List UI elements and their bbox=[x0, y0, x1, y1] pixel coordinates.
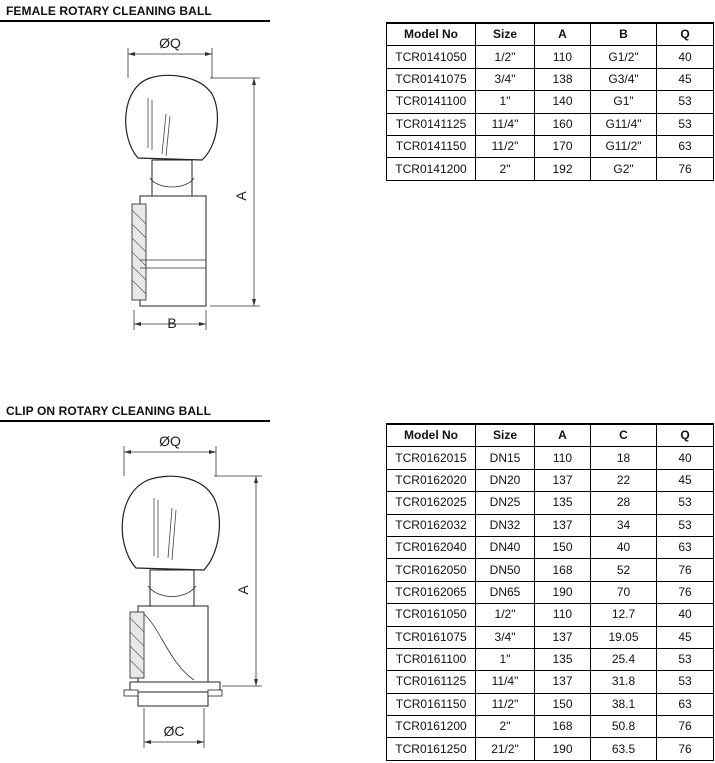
cell-model-no: TCR0162020 bbox=[387, 469, 476, 491]
cell-model-no: TCR0162015 bbox=[387, 447, 476, 469]
cell-size: 1/2" bbox=[476, 46, 535, 68]
cell-a: 135 bbox=[535, 648, 591, 670]
cell-c: 50.8 bbox=[591, 716, 657, 738]
cell-a: 110 bbox=[535, 447, 591, 469]
table-row bbox=[387, 113, 714, 135]
cell-c: 34 bbox=[591, 514, 657, 536]
cell-q: 40 bbox=[657, 604, 714, 626]
clip-spec-table bbox=[386, 423, 714, 761]
cell-q: 76 bbox=[657, 716, 714, 738]
table-row bbox=[387, 492, 714, 514]
cell-q: 76 bbox=[657, 581, 714, 603]
cell-model-no: TCR0141050 bbox=[387, 46, 476, 68]
cell-q: 53 bbox=[657, 514, 714, 536]
cell-q: 40 bbox=[657, 46, 714, 68]
cell-model-no: TCR0162025 bbox=[387, 492, 476, 514]
table-row bbox=[387, 447, 714, 469]
section-rule-female bbox=[0, 20, 270, 22]
cell-size: 21/2" bbox=[476, 738, 535, 760]
cell-c: 28 bbox=[591, 492, 657, 514]
cell-model-no: TCR0162040 bbox=[387, 536, 476, 558]
cell-b: G11/4" bbox=[591, 113, 657, 135]
cell-q: 40 bbox=[657, 447, 714, 469]
table-row bbox=[387, 91, 714, 113]
cell-model-no: TCR0162032 bbox=[387, 514, 476, 536]
cell-q: 45 bbox=[657, 469, 714, 491]
cell-q: 53 bbox=[657, 113, 714, 135]
cell-size: 1" bbox=[476, 91, 535, 113]
cell-a: 135 bbox=[535, 492, 591, 514]
cell-model-no: TCR0141100 bbox=[387, 91, 476, 113]
cell-a: 160 bbox=[535, 113, 591, 135]
cell-a: 168 bbox=[535, 716, 591, 738]
table-row bbox=[387, 716, 714, 738]
cell-size: 3/4" bbox=[476, 626, 535, 648]
cell-c: 31.8 bbox=[591, 671, 657, 693]
cell-a: 110 bbox=[535, 604, 591, 626]
table-row bbox=[387, 135, 714, 157]
cell-c: 38.1 bbox=[591, 693, 657, 715]
cell-size: 11/4" bbox=[476, 113, 535, 135]
cell-model-no: TCR0161075 bbox=[387, 626, 476, 648]
cell-a: 137 bbox=[535, 671, 591, 693]
cell-q: 63 bbox=[657, 693, 714, 715]
cell-b: G1/2" bbox=[591, 46, 657, 68]
cell-a: 140 bbox=[535, 91, 591, 113]
cell-q: 76 bbox=[657, 559, 714, 581]
table-row bbox=[387, 738, 714, 760]
female-spec-table bbox=[386, 22, 714, 181]
header-a: A bbox=[535, 23, 591, 46]
table-row bbox=[387, 469, 714, 491]
cell-model-no: TCR0161100 bbox=[387, 648, 476, 670]
cell-q: 53 bbox=[657, 671, 714, 693]
cell-q: 63 bbox=[657, 536, 714, 558]
cell-c: 63.5 bbox=[591, 738, 657, 760]
cell-size: 11/4" bbox=[476, 671, 535, 693]
cell-q: 53 bbox=[657, 91, 714, 113]
cell-q: 45 bbox=[657, 626, 714, 648]
header-model-no: Model No bbox=[387, 424, 476, 447]
female-dim-a: A bbox=[233, 191, 249, 201]
section-title-female: FEMALE ROTARY CLEANING BALL bbox=[6, 4, 212, 18]
cell-size: DN20 bbox=[476, 469, 535, 491]
header-size: Size bbox=[476, 23, 535, 46]
cell-model-no: TCR0161200 bbox=[387, 716, 476, 738]
female-table-header bbox=[387, 23, 714, 46]
clip-dim-c: ØC bbox=[163, 723, 185, 739]
section-rule-clip bbox=[0, 420, 270, 422]
clip-ball-drawing bbox=[90, 428, 280, 760]
cell-c: 70 bbox=[591, 581, 657, 603]
header-size: Size bbox=[476, 424, 535, 447]
header-q: Q bbox=[657, 424, 714, 447]
cell-model-no: TCR0161150 bbox=[387, 693, 476, 715]
header-model-no: Model No bbox=[387, 23, 476, 46]
cell-size: DN40 bbox=[476, 536, 535, 558]
cell-c: 22 bbox=[591, 469, 657, 491]
cell-model-no: TCR0162050 bbox=[387, 559, 476, 581]
cell-size: 2" bbox=[476, 716, 535, 738]
cell-q: 76 bbox=[657, 738, 714, 760]
cell-size: 11/2" bbox=[476, 135, 535, 157]
cell-b: G2" bbox=[591, 158, 657, 180]
cell-size: DN32 bbox=[476, 514, 535, 536]
cell-model-no: TCR0141125 bbox=[387, 113, 476, 135]
cell-a: 137 bbox=[535, 469, 591, 491]
female-dim-b: B bbox=[167, 315, 177, 331]
clip-dim-q: ØQ bbox=[159, 433, 181, 449]
table-row bbox=[387, 158, 714, 180]
table-row bbox=[387, 559, 714, 581]
cell-size: 11/2" bbox=[476, 693, 535, 715]
header-q: Q bbox=[657, 23, 714, 46]
cell-b: G11/2" bbox=[591, 135, 657, 157]
cell-a: 138 bbox=[535, 68, 591, 90]
cell-q: 53 bbox=[657, 492, 714, 514]
cell-a: 150 bbox=[535, 536, 591, 558]
section-title-clip: CLIP ON ROTARY CLEANING BALL bbox=[6, 404, 212, 418]
table-row bbox=[387, 581, 714, 603]
table-row bbox=[387, 626, 714, 648]
clip-table-header bbox=[387, 424, 714, 447]
cell-model-no: TCR0161250 bbox=[387, 738, 476, 760]
cell-size: DN25 bbox=[476, 492, 535, 514]
cell-size: DN50 bbox=[476, 559, 535, 581]
cell-a: 150 bbox=[535, 693, 591, 715]
cell-q: 45 bbox=[657, 68, 714, 90]
cell-a: 192 bbox=[535, 158, 591, 180]
cell-q: 63 bbox=[657, 135, 714, 157]
cell-size: 3/4" bbox=[476, 68, 535, 90]
cell-model-no: TCR0141150 bbox=[387, 135, 476, 157]
table-row bbox=[387, 671, 714, 693]
cell-size: DN15 bbox=[476, 447, 535, 469]
female-ball-drawing bbox=[90, 28, 280, 348]
cell-model-no: TCR0161125 bbox=[387, 671, 476, 693]
cell-model-no: TCR0162065 bbox=[387, 581, 476, 603]
header-c: C bbox=[591, 424, 657, 447]
table-row bbox=[387, 68, 714, 90]
cell-q: 53 bbox=[657, 648, 714, 670]
cell-size: 1" bbox=[476, 648, 535, 670]
table-row bbox=[387, 604, 714, 626]
cell-c: 25.4 bbox=[591, 648, 657, 670]
table-row bbox=[387, 514, 714, 536]
cell-a: 190 bbox=[535, 581, 591, 603]
cell-c: 52 bbox=[591, 559, 657, 581]
cell-a: 170 bbox=[535, 135, 591, 157]
cell-b: G3/4" bbox=[591, 68, 657, 90]
table-row bbox=[387, 536, 714, 558]
cell-a: 137 bbox=[535, 626, 591, 648]
header-a: A bbox=[535, 424, 591, 447]
cell-model-no: TCR0161050 bbox=[387, 604, 476, 626]
cell-a: 190 bbox=[535, 738, 591, 760]
cell-c: 19.05 bbox=[591, 626, 657, 648]
cell-a: 168 bbox=[535, 559, 591, 581]
cell-model-no: TCR0141200 bbox=[387, 158, 476, 180]
cell-model-no: TCR0141075 bbox=[387, 68, 476, 90]
table-row bbox=[387, 46, 714, 68]
cell-c: 40 bbox=[591, 536, 657, 558]
female-dim-q: ØQ bbox=[159, 35, 181, 51]
cell-size: 2" bbox=[476, 158, 535, 180]
cell-c: 12.7 bbox=[591, 604, 657, 626]
table-row bbox=[387, 648, 714, 670]
cell-b: G1" bbox=[591, 91, 657, 113]
cell-a: 137 bbox=[535, 514, 591, 536]
table-row bbox=[387, 693, 714, 715]
cell-q: 76 bbox=[657, 158, 714, 180]
cell-size: DN65 bbox=[476, 581, 535, 603]
clip-dim-a: A bbox=[235, 585, 251, 595]
cell-size: 1/2" bbox=[476, 604, 535, 626]
header-b: B bbox=[591, 23, 657, 46]
cell-c: 18 bbox=[591, 447, 657, 469]
cell-a: 110 bbox=[535, 46, 591, 68]
